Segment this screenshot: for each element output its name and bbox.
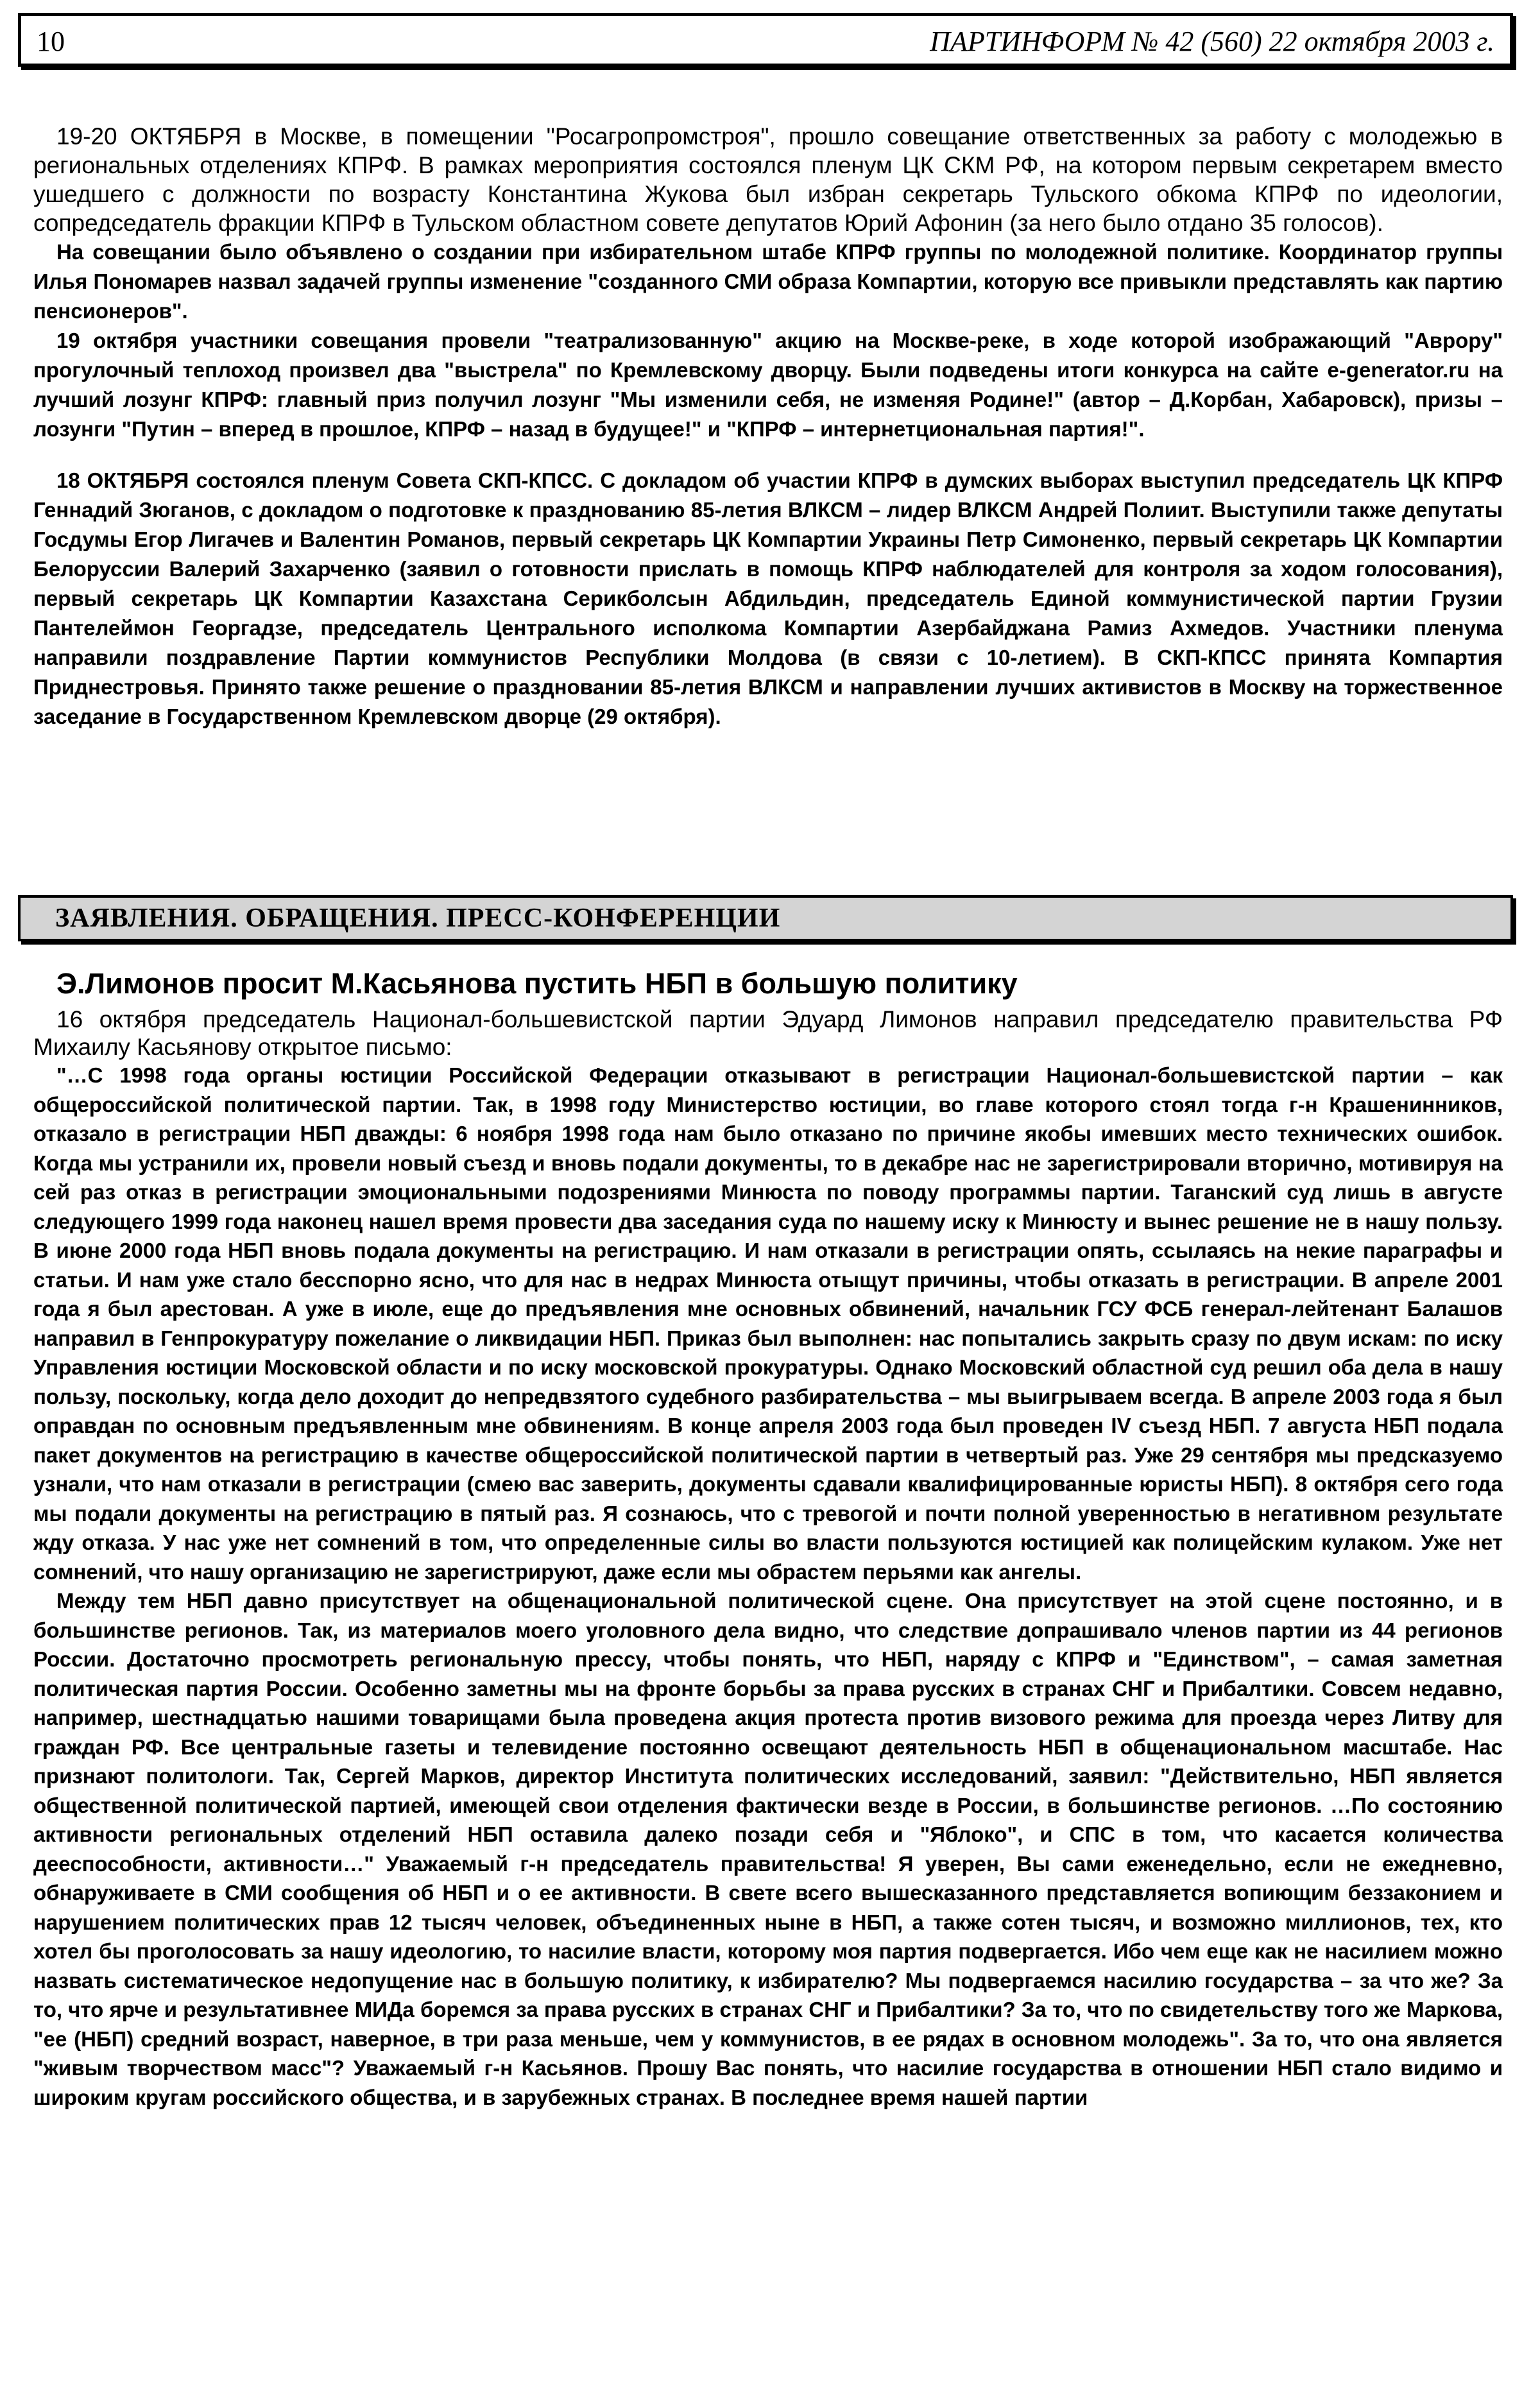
news-block <box>33 122 1503 732</box>
article-block <box>33 966 1503 2112</box>
article-intro: 16 октября председатель Национал-большевистской партии Эдуард Лимонов направил председателю правительства РФ Михаилу Касьянову открытое письмо: <box>33 1006 1503 1060</box>
issue-info: ПАРТИНФОРМ № 42 (560) 22 октября 2003 г. <box>930 26 1494 57</box>
section-title: ЗАЯВЛЕНИЯ. ОБРАЩЕНИЯ. ПРЕСС-КОНФЕРЕНЦИИ <box>18 895 1513 941</box>
letter-paragraph: "…С 1998 года органы юстиции Российской Федерации отказывают в регистрации Национал-большевистской партии – как общероссийской политической партии. Так, в 1998 году Министерство юстиции, во главе которого стоял тогда г-н Крашенинников, отказало в регистрации НБП дважды: 6 ноября 1998 года нам было отказано по причине якобы имевших место технических ошибок. Когда мы устранили их, провели новый съезд и вновь подали документы, то в декабре нас не зарегистрировали вторично, мотивируя на сей раз отказ в регистрации эмоциональными подозрениями Минюста по поводу программы партии. Таганский суд лишь в августе следующего 1999 года наконец нашел время провести два заседания суда по нашему иску к Минюсту и вынес решение не в нашу пользу. В июне 2000 года НБП вновь подала документы на регистрацию. И нам отказали в регистрации опять, ссылаясь на некие параграфы и статьи. И нам уже стало бесспорно ясно, что для нас в недрах Минюста отыщут причины, чтобы отказать в регистрации. В апреле 2001 года я был арестован. А уже в июле, еще до предъявления мне основных обвинений, начальник ГСУ ФСБ генерал-лейтенант Балашов направил в Генпрокуратуру пожелание о ликвидации НБП. Приказ был выполнен: нас попытались закрыть сразу по двум искам: по иску Управления юстиции Московской области и по иску московской прокуратуры. Однако Московский областной суд решил оба дела в нашу пользу, поскольку, когда дело доходит до непредвзятого судебного разбирательства – мы выигрываем всегда. В апреле 2003 года я был оправдан по основным предъявленным мне обвинениям. В конце апреля 2003 года был проведен IV съезд НБП. 7 августа НБП подала пакет документов на регистрацию в качестве общероссийской политической партии в четвертый раз. Уже 29 сентября мы предсказуемо узнали, что нам отказали в регистрации (смею вас заверить, документы сдавали квалифицированные юристы НБП). 8 октября сего года мы подали документы на регистрацию в пятый раз. Я сознаюсь, что с тревогой и почти полной уверенностью в негативном результате жду отказа. У нас уже нет сомнений в том, что определенные силы во власти пользуются юстицией как полицейским кулаком. Уже нет сомнений, что нашу организацию не зарегистрируют, даже если мы обрастем перьями как ангелы. <box>33 1063 1503 1584</box>
news-paragraph: 19-20 ОКТЯБРЯ в Москве, в помещении "Росагропромстроя", прошло совещание ответственных за работу с молодежью в региональных отделениях КПРФ. В рамках мероприятия состоялся пленум ЦК СКМ РФ, на котором первым секретарем вместо ушедшего с должности по возрасту Константина Жукова был избран секретарь Тульского обкома КПРФ по идеологии, сопредседатель фракции КПРФ в Тульском областном совете депутатов Юрий Афонин (за него было отдано 35 голосов). <box>33 123 1503 236</box>
letter-paragraph: Между тем НБП давно присутствует на общенациональной политической сцене. Она присутствует на этой сцене постоянно, и в большинстве регионов. Так, из материалов моего уголовного дела видно, что следствие допрашивало членов партии из 44 регионов России. Достаточно просмотреть региональную прессу, чтобы понять, что НБП, наряду с КПРФ и "Единством", – самая заметная политическая партия России. Особенно заметны мы на фронте борьбы за права русских в странах СНГ и Прибалтики. Совсем недавно, например, шестнадцатью нашими товарищами была проведена акция протеста против визового режима для проезда через Литву для граждан РФ. Все центральные газеты и телевидение постоянно освещают деятельность НБП в общенациональном масштабе. Нас признают политологи. Так, Сергей Марков, директор Института политических исследований, заявил: "Действительно, НБП является общественной политической партией, имеющей свои отделения фактически везде в России, в большинстве регионов. …По состоянию активности региональных отделений НБП оставила далеко позади себя и "Яблоко", и СПС в том, что касается количества дееспособности, активности…" Уважаемый г-н председатель правительства! Я уверен, Вы сами еженедельно, если не ежедневно, обнаруживаете в СМИ сообщения об НБП и о ее активности. В свете всего вышесказанного представляется вопиющим беззаконием и нарушением политических прав 12 тысяч человек, объединенных ныне в НБП, а также сотен тысяч, и возможно миллионов, тех, кто хотел бы проголосовать за нашу идеологию, то насилие власти, которому моя партия подвергается. Ибо чем еще как не насилием можно назвать систематическое недопущение нас в большую политику, к избирателю? Мы подвергаемся насилию государства – за что же? За то, что ярче и результативнее МИДа боремся за права русских в странах СНГ и Прибалтики? За то, что по свидетельству того же Маркова, "ее (НБП) средний возраст, наверное, в три раза меньше, чем у коммунистов, в ее рядах в основном молодежь". За то, что она является "живым творчеством масс"? Уважаемый г-н Касьянов. Прошу Вас понять, что насилие государства в отношении НБП стало видимо и широким кругам российского общества, и в зарубежных странах. В последнее время нашей партии <box>33 1589 1503 2109</box>
article-headline: Э.Лимонов просит М.Касьянова пустить НБП в большую политику <box>56 967 1018 1000</box>
page-header <box>18 13 1513 67</box>
news-paragraph: 18 ОКТЯБРЯ состоялся пленум Совета СКП-КПСС. С докладом об участии КПРФ в думских выборах выступил председатель ЦК КПРФ Геннадий Зюганов, с докладом о подготовке к празднованию 85-летия ВЛКСМ – лидер ВЛКСМ Андрей Полиит. Выступили также депутаты Госдумы Егор Лигачев и Валентин Романов, первый секретарь ЦК Компартии Украины Петр Симоненко, первый секретарь ЦК Компартии Белоруссии Валерий Захарченко (заявил о готовности прислать в помощь КПРФ наблюдателей для контроля за ходом голосования), первый секретарь ЦК Компартии Казахстана Серикболсын Абдильдин, председатель Единой коммунистической партии Грузии Пантелеймон Георгадзе, председатель Центрального исполкома Компартии Азербайджана Рамиз Ахмедов. Участники пленума направили поздравление Партии коммунистов Республики Молдова (в связи с 10-летием). В СКП-КПСС принята Компартия Приднестровья. Принято также решение о праздновании 85-летия ВЛКСМ и направлении лучших активистов в Москву на торжественное заседание в Государственном Кремлевском дворце (29 октября). <box>33 468 1503 728</box>
news-paragraph: На совещании было объявлено о создании при избирательном штабе КПРФ группы по молодежной политике. Координатор группы Илья Пономарев назвал задачей группы изменение "созданного СМИ образа Компартии, которую все привыкли представлять как партию пенсионеров". <box>33 240 1503 323</box>
news-paragraph: 19 октября участники совещания провели "театрализованную" акцию на Москве-реке, в ходе которой изображающий "Аврору" прогулочный теплоход произвел два "выстрела" по Кремлевскому дворцу. Были подведены итоги конкурса на сайте e-generator.ru на лучший лозунг КПРФ: главный приз получил лозунг "Мы изменили себя, не изменяя Родине!" (автор – Д.Корбан, Хабаровск), призы – лозунги "Путин – вперед в прошлое, КПРФ – назад в будущее!" и "КПРФ – интернетциональная партия!". <box>33 329 1503 441</box>
page-number: 10 <box>37 26 65 57</box>
